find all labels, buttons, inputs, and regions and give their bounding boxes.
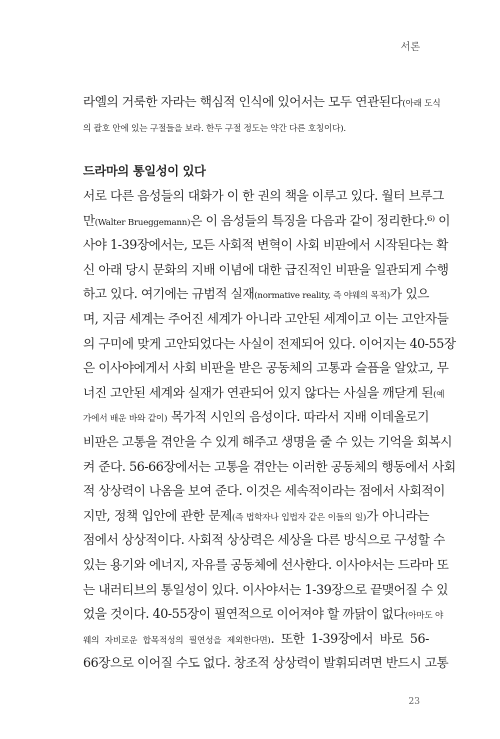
- text-line: 지만, 정책 입안에 관한 문제(즉 법학자나 입법자 같은 이들의 일)가 아니라는: [83, 507, 430, 523]
- text-line: 의 구미에 맞게 고안되었다는 사실이 전제되어 있다. 이어지는 40-55장: [83, 335, 456, 351]
- text-line: 비판은 고통을 겪안을 수 있게 해주고 생명을 줄 수 있는 기억을 회복시: [83, 433, 453, 449]
- text-line: 웨의 자비로운 합목적성의 필연성을 제외한다면). 또한 1-39장에서 바로 56-: [83, 630, 429, 646]
- body-text: [83, 184, 456, 676]
- text-line: 켜 준다. 56-66장에서는 고통을 겪안는 이러한 공동체의 행동에서 사회: [83, 458, 456, 474]
- text-line: 66장으로 이어질 수도 없다. 창조적 상상력이 발휘되려면 반드시 고통: [83, 655, 449, 671]
- text-line: 었을 것이다. 40-55장이 필연적으로 이어져야 할 까닭이 없다(아마도 야: [83, 606, 444, 622]
- text-line: 는 내러티브의 통일성이 있다. 이사야서는 1-39장으로 끝맺어질 수 있: [83, 581, 449, 597]
- text-line: 며, 지금 세계는 주어진 세계가 아니라 고안된 세계이고 이는 고안자들: [83, 310, 449, 326]
- text-line: 사야 1-39장에서는, 모든 사회적 변혁이 사회 비판에서 시작된다는 확: [83, 237, 449, 253]
- top-paragraph: [83, 90, 441, 139]
- text-line: 라엘의 거룩한 자라는 핵심적 인식에 있어서는 모두 연관된다(아래 도식: [83, 94, 441, 109]
- text-line: 은 이사야에게서 사회 비판을 받은 공동체의 고통과 슬픔을 알았고, 무: [83, 360, 449, 376]
- page-number: 23: [408, 697, 420, 707]
- text-line: 서로 다른 음성들의 대화가 이 한 권의 책을 이루고 있다. 월터 브루그: [83, 188, 444, 203]
- text-line: 적 상상력이 나옴을 보여 준다. 이것은 세속적이라는 점에서 사회적이: [83, 483, 445, 499]
- text-line: 점에서 상상적이다. 사회적 상상력은 세상을 다른 방식으로 구성할 수: [83, 532, 445, 548]
- section-heading: 드라마의 통일성이 있다: [83, 164, 206, 178]
- running-head: 서론: [400, 42, 420, 53]
- text-line: 있는 용기와 에너지, 자유를 공동체에 선사한다. 이사야서는 드라마 또: [83, 556, 449, 572]
- text-line: 가에서 배운 바와 같이) 목가적 시인의 음성이다. 따라서 지배 이데올로기: [83, 409, 429, 425]
- text-line: 하고 있다. 여기에는 규범적 실재(normative reality, 즉 야웨의 목적)가 있으: [83, 286, 430, 302]
- text-line: 만(Walter Brueggemann)은 이 음성들의 특징을 다음과 같이 정리한다.⁶⁾ 이: [83, 212, 451, 228]
- text-line: 너진 고안된 세계와 실재가 연관되어 있지 않다는 사실을 깨닫게 된(예: [83, 384, 445, 400]
- text-line: 신 아래 당시 문화의 지배 이념에 대한 급진적인 비판을 일관되게 수행: [83, 261, 449, 277]
- text-line: 의 괄호 안에 있는 구절들을 보라. 한두 구절 정도는 약간 다른 호칭이다).: [83, 123, 346, 134]
